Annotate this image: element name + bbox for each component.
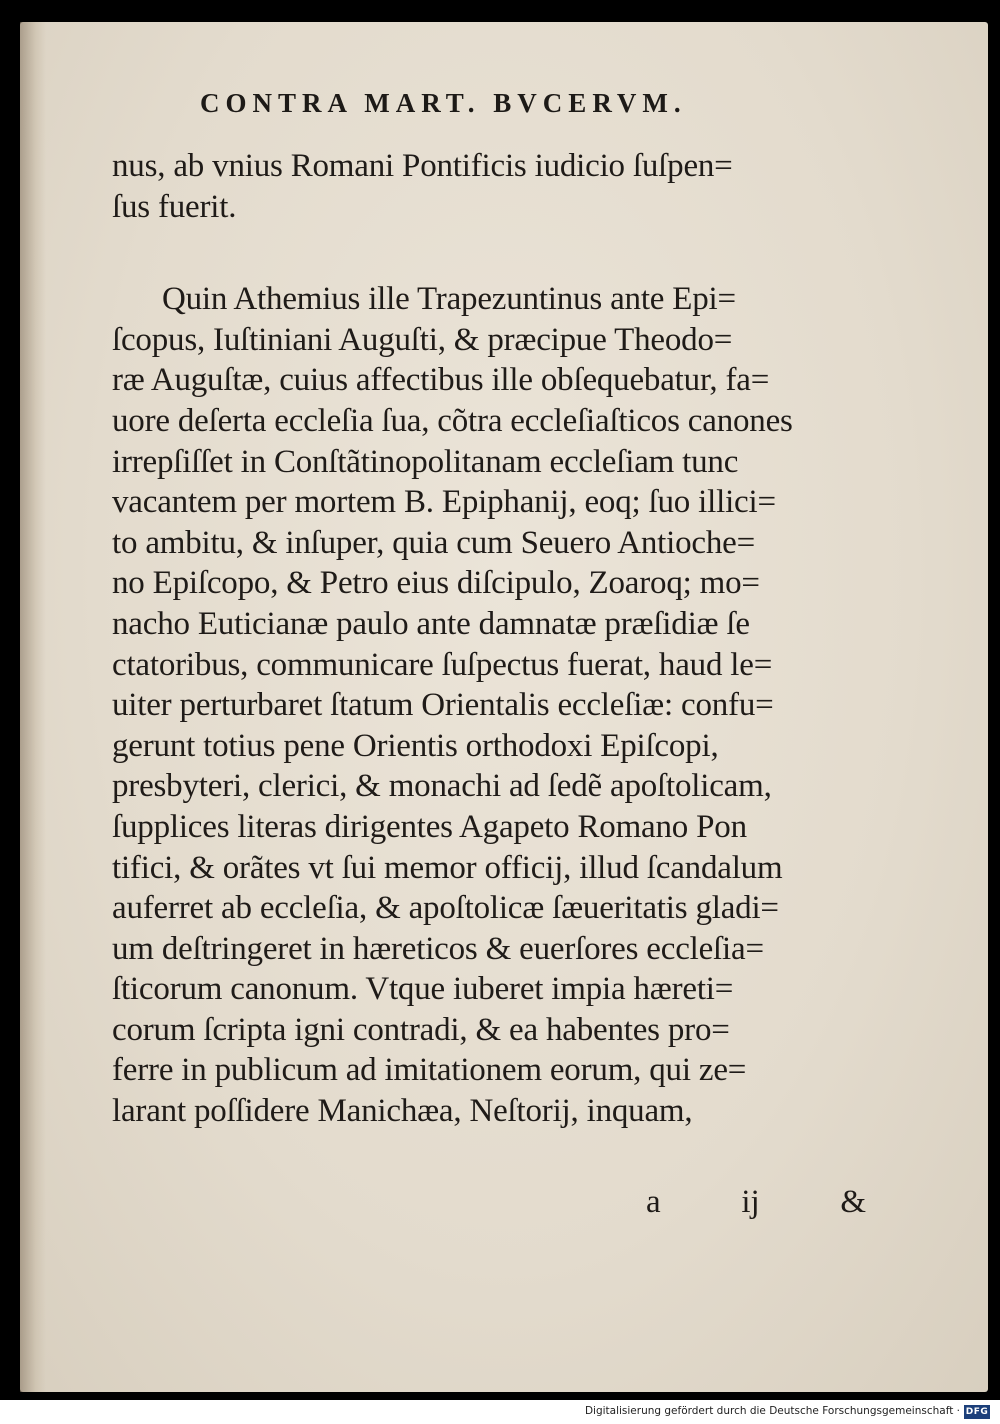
text-line-15: presbyteri, clerici, & monachi ad ſedẽ apoſtolicam,	[112, 768, 772, 805]
text-line-20: ſticorum canonum. Vtque iuberet impia hæreti=	[112, 971, 734, 1008]
text-line-12: ctatoribus, communicare ſuſpectus fuerat, haud le=	[112, 646, 773, 683]
text-line-9: to ambitu, & inſuper, quia cum Seuero Antioche=	[112, 524, 756, 561]
text-line-14: gerunt totius pene Orientis orthodoxi Epiſcopi,	[112, 727, 719, 764]
body-text	[112, 146, 872, 1132]
text-line-7: irrepſiſſet in Conſtãtinopolitanam eccleſiam tunc	[112, 443, 739, 480]
running-head: CONTRA MART. BVCERVM.	[200, 88, 687, 118]
text-line-18: auferret ab eccleſia, & apoſtolicæ ſæueritatis gladi=	[112, 890, 779, 927]
text-line-16: ſupplices literas dirigentes Agapeto Romano Pon	[112, 808, 747, 845]
signature-line	[646, 1184, 866, 1221]
signature-mark-a: a	[646, 1184, 661, 1220]
text-line-17: tifici, & orãtes vt ſui memor officij, illud ſcandalum	[112, 849, 783, 886]
text-line-6: uore deſerta eccleſia ſua, cõtra eccleſiaſticos canones	[112, 402, 793, 439]
text-line-13: uiter perturbaret ſtatum Orientalis eccleſiæ: confu=	[112, 687, 774, 724]
text-line-22: ferre in publicum ad imitationem eorum, qui ze=	[112, 1052, 747, 1089]
text-line-23: larant poſſidere Manichæa, Neſtorij, inquam,	[112, 1093, 693, 1130]
footer-credit: Digitalisierung gefördert durch die Deutsche Forschungsgemeinschaft ·	[584, 1405, 960, 1417]
dfg-logo-icon: DFG	[965, 1407, 989, 1417]
text-line-4: ſcopus, Iuſtiniani Auguſti, & præcipue Theodo=	[112, 321, 733, 358]
text-line-8: vacantem per mortem B. Epiphanij, eoq; ſuo illici=	[112, 484, 776, 521]
text-line-3: Quin Athemius ille Trapezuntinus ante Epi=	[162, 281, 736, 318]
signature-mark-ij: ij	[741, 1184, 760, 1220]
footer-bar	[0, 1400, 1000, 1424]
text-line-5: ræ Auguſtæ, cuius affectibus ille obſequebatur, fa=	[112, 362, 770, 399]
text-line-19: um deſtringeret in hæreticos & euerſores eccleſia=	[112, 930, 764, 967]
text-line-10: no Epiſcopo, & Petro eius diſcipulo, Zoaroq; mo=	[112, 565, 760, 602]
catchword: &	[840, 1184, 866, 1220]
text-line-21: corum ſcripta igni contradi, & ea habentes pro=	[112, 1011, 730, 1048]
book-page	[20, 22, 988, 1392]
paragraph-gap	[112, 227, 872, 279]
text-line-2: ſus fuerit.	[112, 188, 237, 225]
text-line-1: nus, ab vnius Romani Pontificis iudicio ſuſpen=	[112, 148, 733, 184]
text-line-11: nacho Euticianæ paulo ante damnatæ præſidiæ ſe	[112, 605, 750, 642]
